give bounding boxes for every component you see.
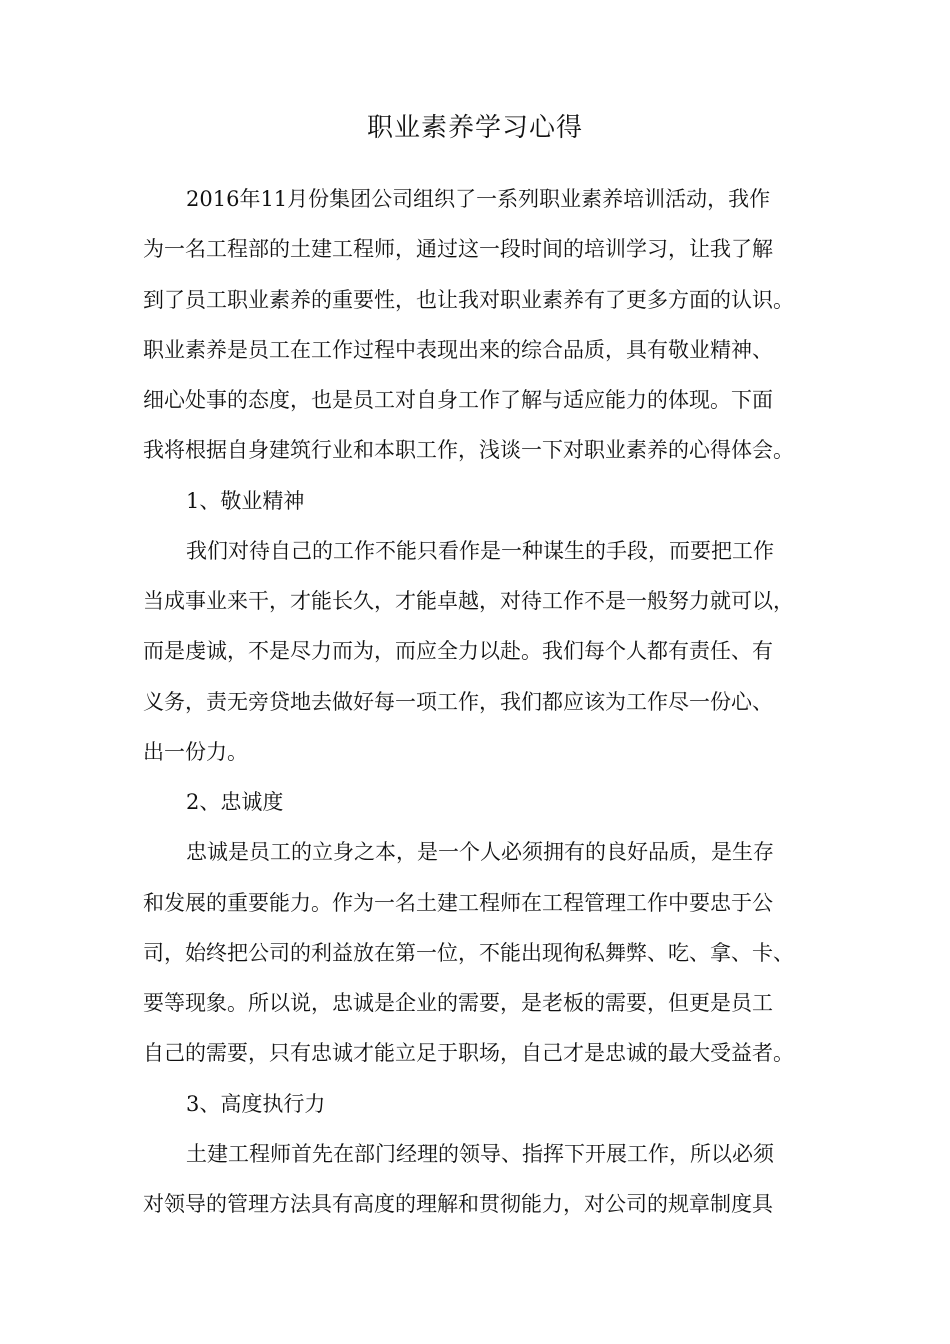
- paragraph-line: 细心处事的态度，也是员工对自身工作了解与适应能力的体现。下面: [143, 388, 773, 412]
- paragraph-line: 为一名工程部的土建工程师，通过这一段时间的培训学习，让我了解: [143, 237, 773, 261]
- paragraph-line: 我们对待自己的工作不能只看作是一种谋生的手段，而要把工作: [186, 539, 774, 563]
- paragraph-line: 忠诚是员工的立身之本，是一个人必须拥有的良好品质，是生存: [186, 840, 774, 864]
- paragraph-line: 出一份力。: [143, 740, 248, 764]
- paragraph-line: 而是虔诚，不是尽力而为，而应全力以赴。我们每个人都有责任、有: [143, 639, 773, 663]
- paragraph-line: 2016年11月份集团公司组织了一系列职业素养培训活动，我作: [186, 187, 771, 211]
- paragraph-line: 到了员工职业素养的重要性，也让我对职业素养有了更多方面的认识。: [143, 288, 794, 312]
- paragraph-line: 土建工程师首先在部门经理的领导、指挥下开展工作，所以必须: [186, 1142, 774, 1166]
- paragraph-line: 要等现象。所以说，忠诚是企业的需要，是老板的需要，但更是员工: [143, 991, 773, 1015]
- paragraph-line: 司，始终把公司的利益放在第一位，不能出现徇私舞弊、吃、拿、卡、: [143, 941, 794, 965]
- paragraph-line: 和发展的重要能力。作为一名土建工程师在工程管理工作中要忠于公: [143, 891, 773, 915]
- paragraph-line: 自己的需要，只有忠诚才能立足于职场，自己才是忠诚的最大受益者。: [143, 1041, 794, 1065]
- paragraph-line: 义务，责无旁贷地去做好每一项工作，我们都应该为工作尽一份心、: [143, 690, 773, 714]
- paragraph-line: 对领导的管理方法具有高度的理解和贯彻能力，对公司的规章制度具: [143, 1192, 773, 1216]
- paragraph-line: 我将根据自身建筑行业和本职工作，浅谈一下对职业素养的心得体会。: [143, 438, 794, 462]
- section-heading: 1、敬业精神: [186, 489, 305, 513]
- paragraph-line: 职业素养是员工在工作过程中表现出来的综合品质，具有敬业精神、: [143, 338, 773, 362]
- section-heading: 2、忠诚度: [186, 790, 284, 814]
- paragraph-line: 当成事业来干，才能长久，才能卓越，对待工作不是一般努力就可以，: [143, 589, 794, 613]
- section-heading: 3、高度执行力: [186, 1092, 326, 1116]
- document-title: 职业素养学习心得: [366, 113, 583, 143]
